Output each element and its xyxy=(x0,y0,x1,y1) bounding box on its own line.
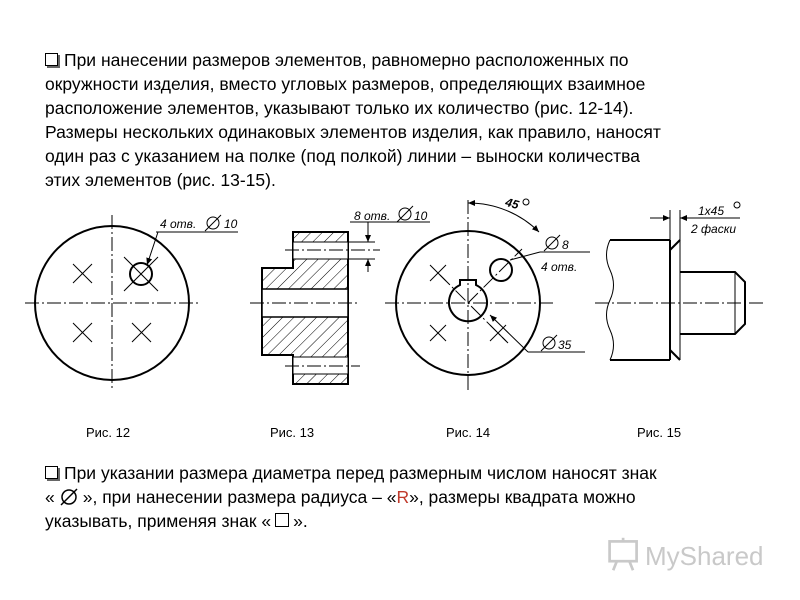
figure-15-caption: Рис. 15 xyxy=(637,425,682,440)
paragraph-1-line-3: расположение элементов, указывают только их количество (рис. 12-14). xyxy=(45,98,634,118)
presentation-board-icon xyxy=(606,536,642,572)
paragraph-2-line-1: При указании размера диаметра перед размерным числом наносят знак xyxy=(64,463,657,483)
watermark-text: MyShared xyxy=(645,541,764,571)
radius-sign: R xyxy=(396,487,410,507)
figure-15-drawing xyxy=(595,202,765,360)
figure-14-drawing xyxy=(385,195,590,390)
fig13-label-diameter: 10 xyxy=(414,209,428,223)
degree-icon xyxy=(523,199,529,205)
figure-13-caption: Рис. 13 xyxy=(270,425,315,440)
figure-12-drawing xyxy=(25,215,238,390)
degree-icon xyxy=(734,202,740,208)
paragraph-2-line-3: указывать, применяя знак « ». xyxy=(45,511,308,531)
fig15-label-chamfer: 1x45 xyxy=(698,204,725,218)
fig12-label-diameter: 10 xyxy=(224,217,238,231)
fig15-break-line xyxy=(607,240,614,360)
paragraph-2 xyxy=(45,461,770,533)
fig14-label-big-diameter: 35 xyxy=(558,338,572,352)
fig13-label-count: 8 отв. xyxy=(354,209,391,223)
figure-12-caption: Рис. 12 xyxy=(86,425,131,440)
bullet-box-icon xyxy=(45,466,58,479)
figure-14-caption: Рис. 14 xyxy=(446,425,491,440)
figure-13-drawing xyxy=(250,206,430,384)
paragraph-1-line-4: Размеры нескольких одинаковых элементов изделия, как правило, наносят xyxy=(45,122,661,142)
fig14-label-angle: 45 xyxy=(503,195,521,212)
fig15-label-count: 2 фаски xyxy=(691,222,737,236)
diameter-sign-icon xyxy=(59,487,79,507)
paragraph-1-line-5: один раз с указанием на полке (под полкой) линии – выноски количества xyxy=(45,146,640,166)
paragraph-2-line-2: « », при нанесении размера радиуса – «R», размеры квадрата можно xyxy=(45,487,636,507)
paragraph-1-line-2: окружности изделия, вместо угловых размеров, определяющих взаимное xyxy=(45,74,646,94)
paragraph-1-line-1: При нанесении размеров элементов, равномерно расположенных по xyxy=(64,50,629,70)
fig14-label-small-diameter: 8 xyxy=(562,238,569,252)
fig14-label-count: 4 отв. xyxy=(541,260,578,274)
paragraph-1-line-6: этих элементов (рис. 13-15). xyxy=(45,170,276,190)
fig12-label-count: 4 отв. xyxy=(160,217,197,231)
square-sign-icon xyxy=(275,513,289,527)
